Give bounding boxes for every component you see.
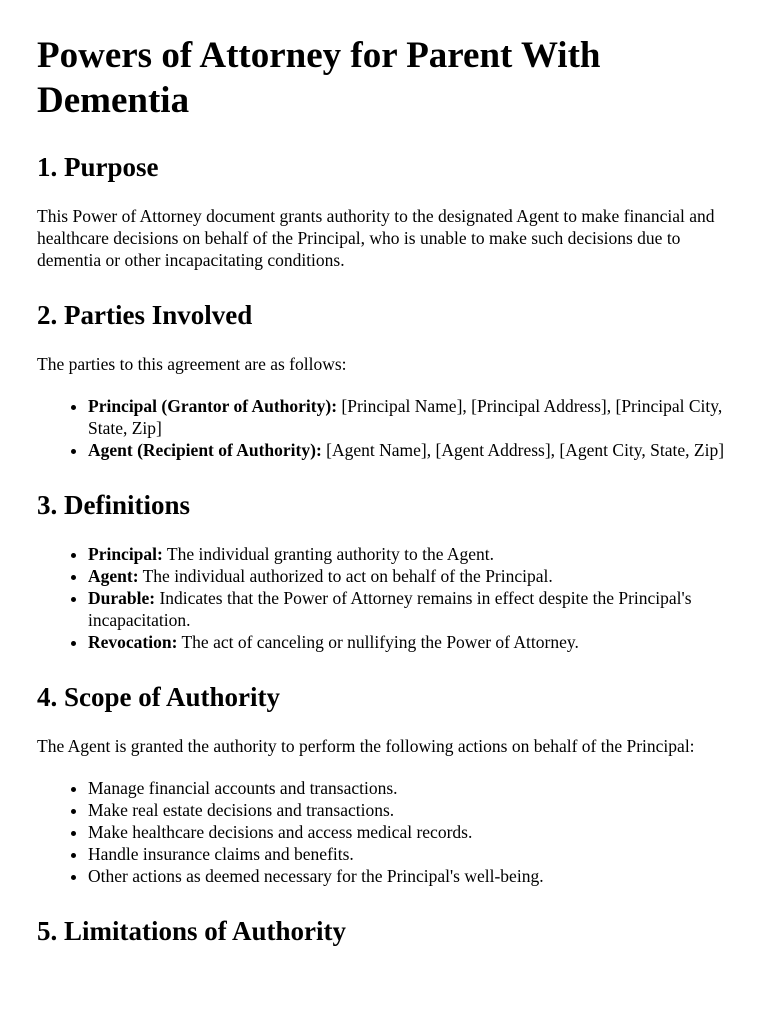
list-item-text: [Agent Name], [Agent Address], [Agent City, State, Zip] — [321, 440, 725, 460]
list-item-term: Revocation: — [88, 632, 178, 652]
scope-list — [37, 777, 733, 887]
list-item — [88, 395, 733, 439]
list-item-term: Agent: — [88, 566, 139, 586]
list-item: • Manage financial accounts and transactions. — [88, 777, 733, 799]
list-item — [88, 565, 733, 587]
list-item-term: Principal (Grantor of Authority): — [88, 396, 338, 416]
list-item-text: [Principal Name], [Principal Address], [Principal City, State, Zip] — [88, 396, 723, 438]
section-definitions — [37, 489, 733, 653]
list-item: • Other actions as deemed necessary for the Principal's well-being. — [88, 865, 733, 887]
section-scope — [37, 681, 733, 887]
section-heading: 4. Scope of Authority — [37, 682, 280, 712]
section-paragraph: The Agent is granted the authority to perform the following actions on behalf of the Principal: — [37, 736, 695, 756]
section-paragraph: The parties to this agreement are as follows: — [37, 354, 347, 374]
section-purpose — [37, 151, 733, 271]
list-item-text: Indicates that the Power of Attorney remains in effect despite the Principal's incapacitation. — [88, 588, 692, 630]
list-item-term: Principal: — [88, 544, 163, 564]
section-heading: 2. Parties Involved — [37, 300, 253, 330]
definitions-list — [37, 543, 733, 653]
list-item — [88, 587, 733, 631]
section-heading: 1. Purpose — [37, 152, 159, 182]
list-item — [88, 631, 733, 653]
section-heading: 3. Definitions — [37, 490, 191, 520]
section-heading: 5. Limitations of Authority — [37, 916, 347, 946]
list-item-text: The individual granting authority to the Agent. — [162, 544, 495, 564]
list-item-term: Durable: — [88, 588, 156, 608]
list-item: • Make real estate decisions and transactions. — [88, 799, 733, 821]
section-paragraph: This Power of Attorney document grants authority to the designated Agent to make financial and healthcare decisions on behalf of the Principal, who is unable to make such decisions due to dementia or other incapacitating conditions. — [37, 206, 715, 270]
document-title: Powers of Attorney for Parent With Dementia — [37, 35, 601, 121]
section-limitations — [37, 915, 733, 947]
list-item: • Make healthcare decisions and access medical records. — [88, 821, 733, 843]
list-item: • Handle insurance claims and benefits. — [88, 843, 733, 865]
parties-list — [37, 395, 733, 461]
section-parties — [37, 299, 733, 461]
list-item-term: Agent (Recipient of Authority): — [88, 440, 322, 460]
list-item-text: The act of canceling or nullifying the Power of Attorney. — [177, 632, 579, 652]
list-item — [88, 439, 733, 461]
list-item-text: The individual authorized to act on behalf of the Principal. — [138, 566, 553, 586]
list-item — [88, 543, 733, 565]
